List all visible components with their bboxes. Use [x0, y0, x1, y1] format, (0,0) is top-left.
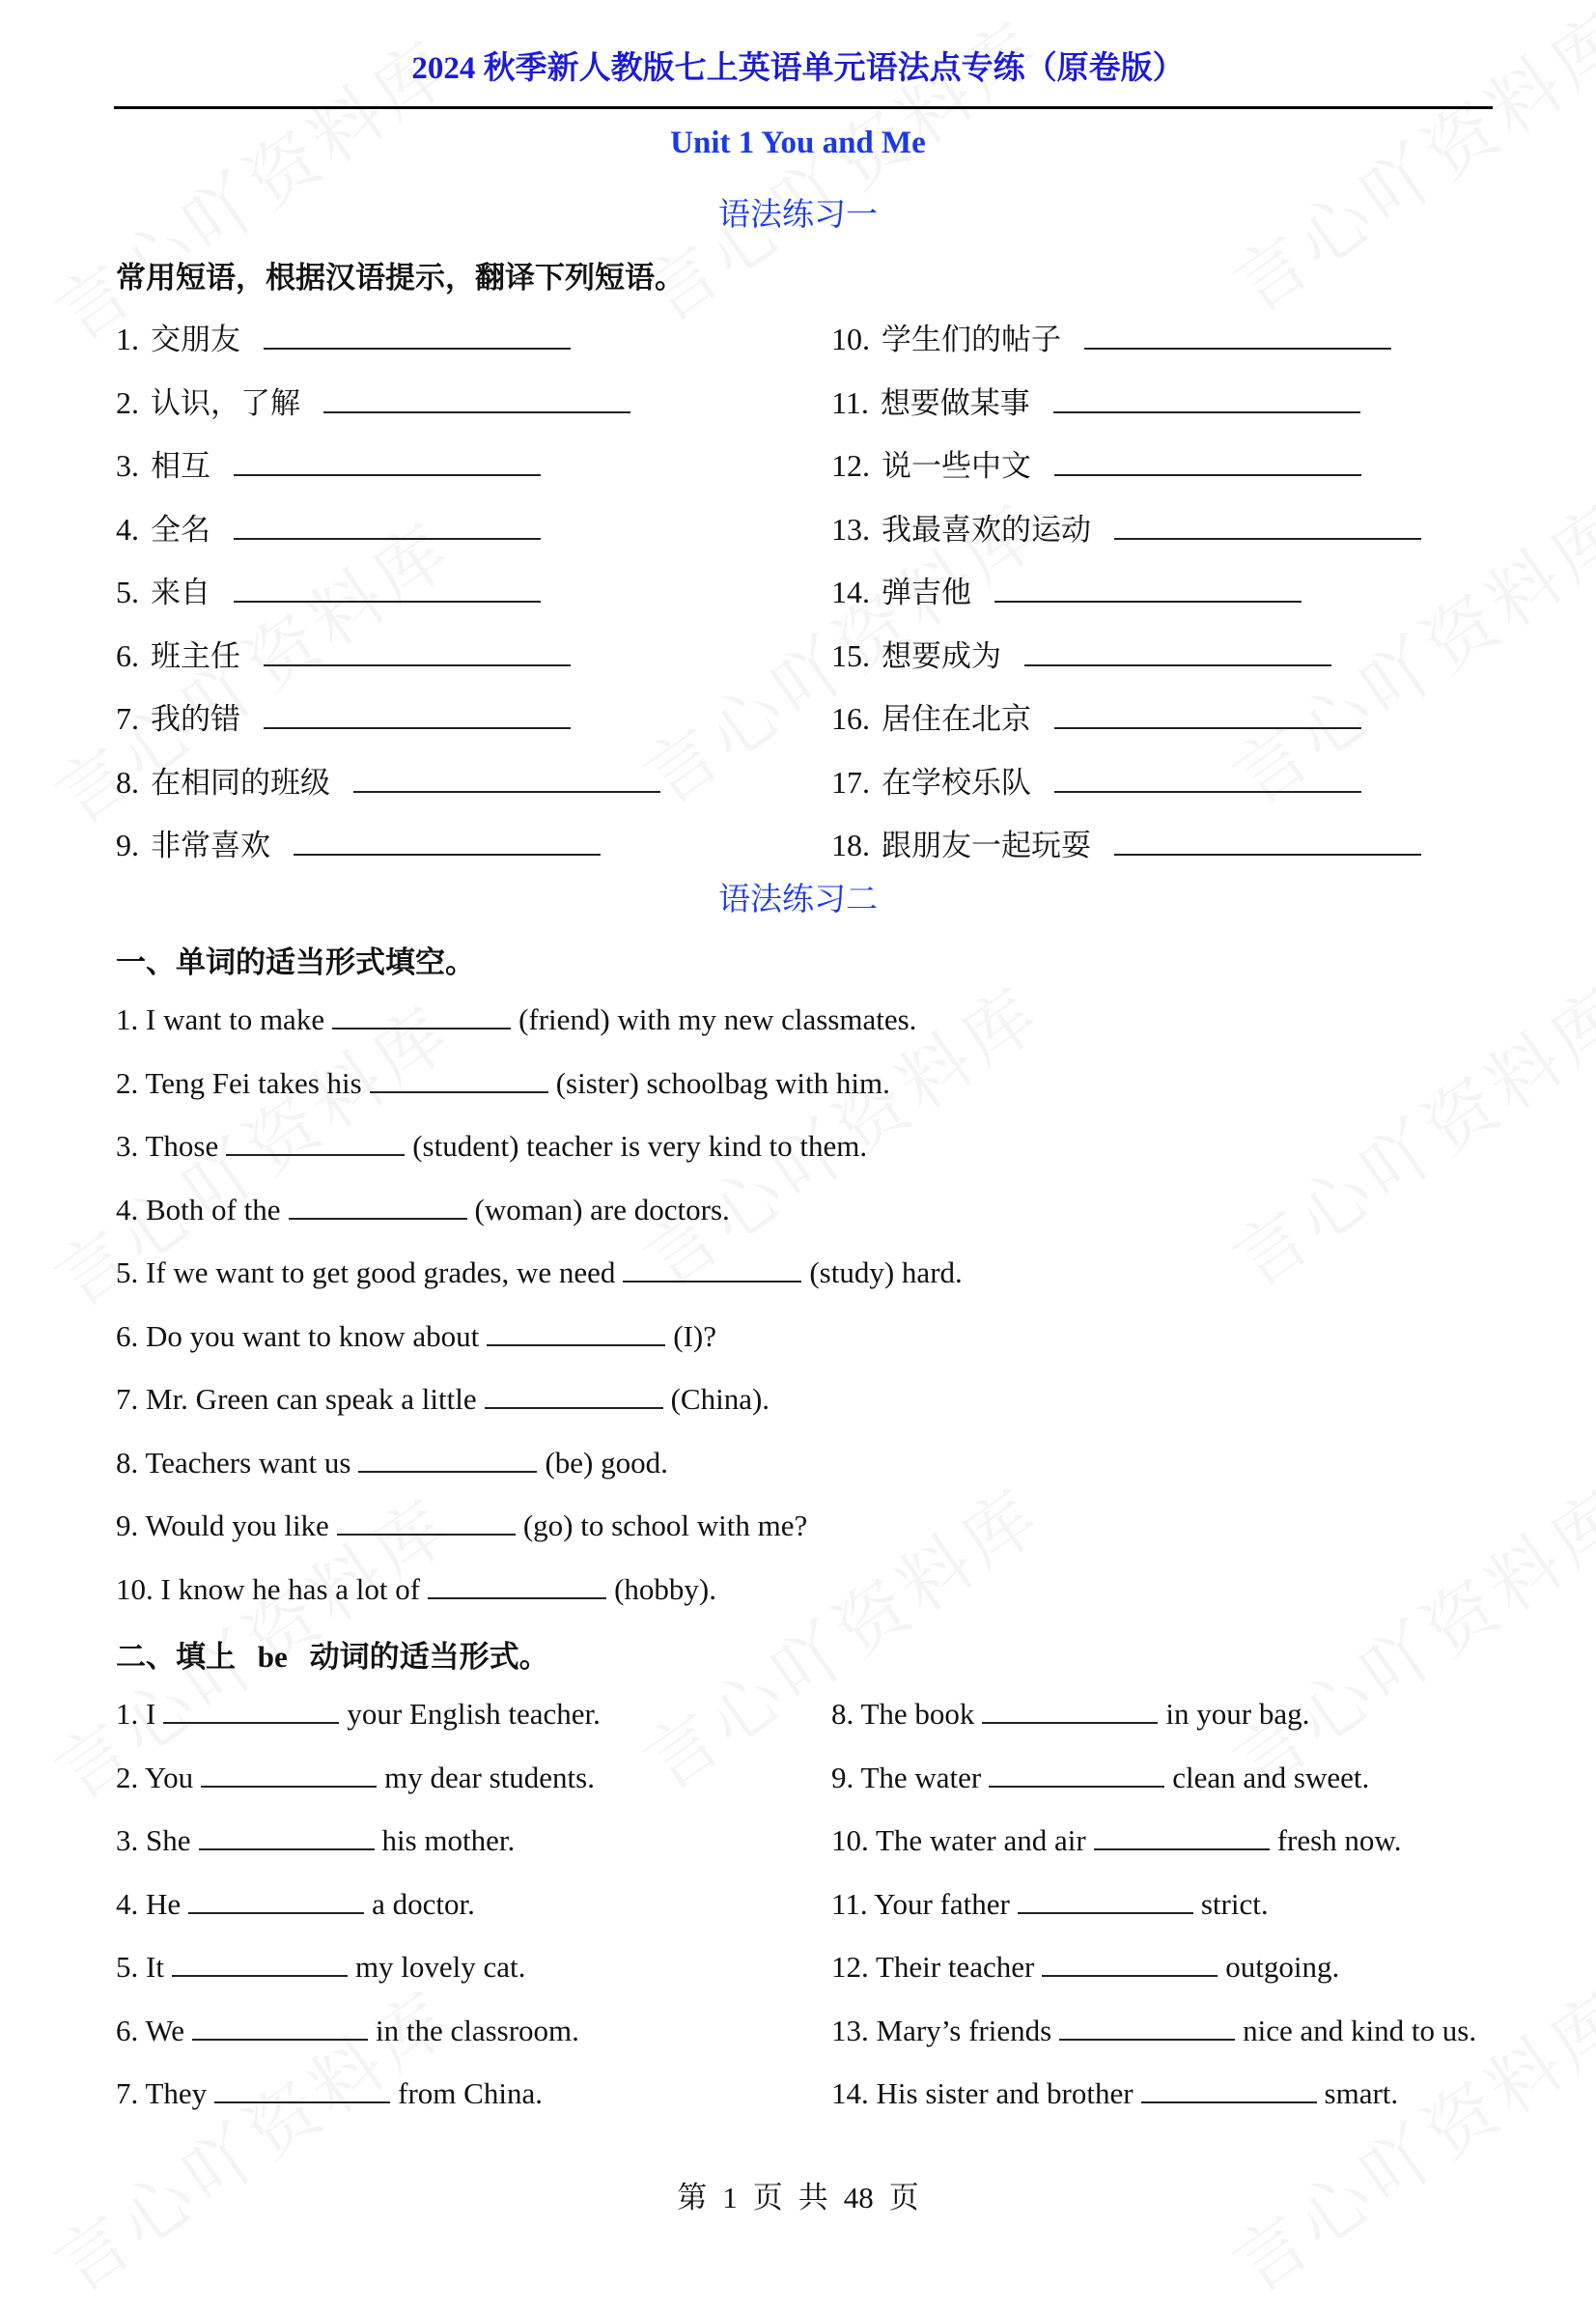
- sentence-after: (student) teacher is very kind to them.: [412, 1129, 868, 1163]
- footer-mid: 页: [752, 2181, 783, 2215]
- item-number: 2.: [116, 384, 139, 420]
- phrase-prompt: 说一些中文: [882, 449, 1031, 484]
- phrase-item: [831, 758, 1361, 802]
- sentence-item: [116, 1317, 716, 1354]
- sentence-item: [116, 2012, 579, 2048]
- sentence-item: [831, 2074, 1398, 2111]
- watermark: [1210, 958, 1596, 1308]
- sentence-after: your English teacher.: [347, 1697, 601, 1731]
- sentence-before: 5. If we want to get good grades, we need: [116, 1255, 616, 1289]
- sentence-item: [116, 1507, 807, 1543]
- sentence-before: 8. The book: [831, 1697, 975, 1731]
- answer-blank[interactable]: [353, 764, 660, 793]
- footer-total-pre: 共: [798, 2181, 828, 2215]
- answer-blank[interactable]: [1054, 447, 1361, 476]
- item-number: 9.: [116, 828, 139, 862]
- sentence-before: 3. She: [116, 1823, 191, 1857]
- answer-blank[interactable]: [337, 1507, 516, 1536]
- phrase-item: [116, 441, 541, 485]
- item-number: 12.: [831, 448, 870, 483]
- phrase-item: [831, 821, 1421, 864]
- sentence-after: outgoing.: [1225, 1950, 1340, 1984]
- sentence-before: 9. The water: [831, 1760, 982, 1794]
- sentence-item: [831, 1759, 1369, 1795]
- footer-post: 页: [888, 2181, 919, 2215]
- answer-blank[interactable]: [264, 637, 571, 666]
- answer-blank[interactable]: [214, 2074, 390, 2103]
- sentence-item: [116, 1064, 890, 1101]
- answer-blank[interactable]: [1141, 2074, 1317, 2103]
- sentence-item: [116, 1948, 525, 1985]
- sentence-after: fresh now.: [1276, 1823, 1402, 1857]
- sentence-item: [116, 1759, 595, 1795]
- answer-blank[interactable]: [264, 321, 571, 350]
- page-total: 48: [843, 2181, 874, 2214]
- sentence-before: 13. Mary’s friends: [831, 2013, 1052, 2047]
- item-number: 6.: [116, 637, 139, 673]
- sentence-after: (sister) schoolbag with him.: [555, 1065, 890, 1100]
- sentence-item: [831, 1885, 1269, 1922]
- sentence-after: (I)?: [673, 1318, 717, 1353]
- phrase-prompt: 交朋友: [151, 323, 240, 357]
- sentence-after: in the classroom.: [375, 2013, 579, 2047]
- answer-blank[interactable]: [192, 2012, 368, 2041]
- footer-pre: 第: [677, 2181, 708, 2215]
- sentence-after: (woman) are doctors.: [474, 1192, 730, 1226]
- sentence-after: strict.: [1200, 1886, 1269, 1921]
- sentence-before: 2. You: [116, 1760, 194, 1794]
- item-number: 8.: [116, 764, 139, 800]
- phrase-item: [831, 315, 1391, 358]
- phrase-prompt: 想要做某事: [880, 385, 1030, 421]
- sentence-after: my lovely cat.: [354, 1950, 526, 1984]
- item-number: 5.: [116, 575, 139, 609]
- sentence-before: 3. Those: [116, 1129, 219, 1163]
- item-number: 18.: [831, 828, 870, 862]
- answer-blank[interactable]: [199, 1821, 375, 1850]
- sentence-item: [116, 1885, 475, 1922]
- sentence-item: [116, 1821, 515, 1858]
- item-number: 15.: [831, 637, 870, 673]
- sentence-before: 6. Do you want to know about: [116, 1318, 480, 1353]
- phrase-prompt: 我最喜欢的运动: [882, 512, 1091, 548]
- answer-blank[interactable]: [485, 1380, 663, 1409]
- phrase-item: [831, 379, 1360, 422]
- answer-blank[interactable]: [1059, 2012, 1235, 2041]
- phrase-prompt: 在相同的班级: [151, 765, 330, 801]
- item-number: 14.: [831, 575, 870, 609]
- sentence-before: 7. Mr. Green can speak a little: [116, 1382, 477, 1416]
- sentence-before: 10. I know he has a lot of: [116, 1571, 421, 1606]
- sentence-after: nice and kind to us.: [1243, 2013, 1477, 2047]
- phrase-prompt: 相互: [151, 449, 210, 484]
- sentence-before: 2. Teng Fei takes his: [116, 1065, 362, 1100]
- sentence-item: [831, 1821, 1402, 1858]
- sentence-after: smart.: [1324, 2076, 1399, 2110]
- item-number: 13.: [831, 511, 870, 547]
- part1-heading: 一、单词的适当形式填空。: [116, 945, 475, 980]
- part2-heading-post: 动词的适当形式。: [309, 1640, 549, 1675]
- answer-blank[interactable]: [989, 1759, 1164, 1788]
- answer-blank[interactable]: [370, 1064, 548, 1093]
- section-title-practice-1: 语法练习一: [718, 195, 878, 233]
- phrase-item: [116, 568, 541, 611]
- sentence-before: 1. I: [116, 1697, 156, 1731]
- answer-blank[interactable]: [994, 574, 1302, 603]
- page-number: 1: [722, 2181, 738, 2214]
- answer-blank[interactable]: [1094, 1821, 1270, 1850]
- phrase-prompt: 认识，了解: [151, 385, 300, 421]
- document-title: 2024 秋季新人教版七上英语单元语法点专练（原卷版）: [411, 51, 1185, 86]
- answer-blank[interactable]: [234, 447, 541, 476]
- phrase-prompt: 来自: [151, 576, 210, 610]
- sentence-after: my dear students.: [384, 1760, 595, 1794]
- item-number: 7.: [116, 701, 139, 736]
- sentence-after: his mother.: [381, 1823, 516, 1857]
- phrase-prompt: 跟朋友一起玩耍: [882, 829, 1091, 863]
- item-number: 3.: [116, 448, 139, 483]
- answer-blank[interactable]: [323, 384, 630, 413]
- answer-blank[interactable]: [1018, 1885, 1193, 1914]
- answer-blank[interactable]: [1114, 511, 1421, 540]
- phrase-prompt: 我的错: [151, 702, 240, 737]
- phrase-item: [116, 632, 571, 675]
- answer-blank[interactable]: [982, 1695, 1158, 1724]
- part2-heading-pre: 二、填上: [116, 1640, 236, 1675]
- part2-heading: [116, 1632, 549, 1676]
- sentence-before: 8. Teachers want us: [116, 1445, 351, 1480]
- answer-blank[interactable]: [358, 1444, 537, 1473]
- sentence-before: 1. I want to make: [116, 1002, 325, 1036]
- instruction: 常用短语，根据汉语提示，翻译下列短语。: [116, 261, 685, 296]
- answer-blank[interactable]: [201, 1759, 377, 1788]
- sentence-item: [116, 1695, 601, 1732]
- phrase-item: [831, 505, 1421, 549]
- item-number: 11.: [831, 384, 869, 420]
- sentence-before: 12. Their teacher: [831, 1950, 1035, 1984]
- phrase-item: [831, 632, 1331, 675]
- answer-blank[interactable]: [1114, 827, 1421, 856]
- answer-blank[interactable]: [163, 1695, 339, 1724]
- sentence-item: [116, 1254, 963, 1290]
- phrase-item: [116, 694, 571, 738]
- answer-blank[interactable]: [487, 1317, 665, 1346]
- header-rule: [114, 106, 1493, 109]
- answer-blank[interactable]: [1042, 1948, 1218, 1977]
- answer-blank[interactable]: [226, 1127, 405, 1156]
- item-number: 17.: [831, 764, 870, 800]
- phrase-item: [116, 821, 601, 864]
- answer-blank[interactable]: [172, 1948, 348, 1977]
- phrase-prompt: 全名: [151, 512, 210, 548]
- phrase-item: [116, 379, 630, 422]
- sentence-item: [116, 1191, 730, 1227]
- phrase-prompt: 想要成为: [882, 638, 1001, 674]
- phrase-item: [116, 505, 541, 549]
- phrase-prompt: 非常喜欢: [151, 829, 270, 863]
- sentence-after: (friend) with my new classmates.: [518, 1002, 917, 1036]
- sentence-before: 6. We: [116, 2013, 184, 2047]
- answer-blank[interactable]: [234, 511, 541, 540]
- part2-heading-be: be: [257, 1640, 288, 1674]
- sentence-item: [116, 1380, 770, 1417]
- answer-blank[interactable]: [234, 574, 541, 603]
- sentence-before: 4. He: [116, 1886, 182, 1921]
- phrase-prompt: 班主任: [151, 638, 240, 674]
- answer-blank[interactable]: [1054, 700, 1361, 729]
- answer-blank[interactable]: [1024, 637, 1331, 666]
- phrase-prompt: 在学校乐队: [882, 765, 1031, 801]
- sentence-before: 9. Would you like: [116, 1508, 329, 1542]
- item-number: 4.: [116, 511, 139, 547]
- sentence-after: (study) hard.: [809, 1255, 963, 1289]
- answer-blank[interactable]: [289, 1191, 467, 1220]
- sentence-item: [831, 1948, 1339, 1985]
- phrase-item: [831, 694, 1361, 738]
- sentence-before: 7. They: [116, 2076, 208, 2110]
- answer-blank[interactable]: [1084, 321, 1391, 350]
- phrase-item: [831, 441, 1361, 485]
- sentence-item: [116, 1444, 668, 1480]
- sentence-after: (go) to school with me?: [522, 1508, 808, 1542]
- sentence-item: [831, 2012, 1476, 2048]
- phrase-item: [116, 315, 571, 358]
- sentence-item: [116, 1570, 716, 1607]
- answer-blank[interactable]: [332, 1001, 511, 1029]
- sentence-after: clean and sweet.: [1172, 1760, 1370, 1794]
- sentence-after: from China.: [398, 2076, 543, 2110]
- answer-blank[interactable]: [188, 1885, 364, 1914]
- sentence-before: 10. The water and air: [831, 1823, 1086, 1857]
- section-title-practice-2: 语法练习二: [718, 880, 878, 917]
- item-number: 1.: [116, 322, 139, 356]
- sentence-after: (be) good.: [545, 1445, 668, 1480]
- unit-title: Unit 1 You and Me: [670, 126, 926, 160]
- sentence-item: [116, 2074, 543, 2111]
- answer-blank[interactable]: [428, 1570, 606, 1599]
- sentence-before: 5. It: [116, 1950, 164, 1984]
- answer-blank[interactable]: [623, 1254, 801, 1283]
- sentence-before: 11. Your father: [831, 1886, 1010, 1921]
- item-number: 16.: [831, 701, 870, 736]
- answer-blank[interactable]: [294, 827, 601, 856]
- item-number: 10.: [831, 322, 870, 356]
- sentence-item: [116, 1001, 916, 1037]
- sentence-after: a doctor.: [372, 1886, 475, 1921]
- answer-blank[interactable]: [1054, 764, 1361, 793]
- answer-blank[interactable]: [1053, 384, 1360, 413]
- phrase-prompt: 学生们的帖子: [882, 323, 1061, 357]
- sentence-after: (China).: [670, 1382, 770, 1416]
- phrase-item: [116, 758, 660, 802]
- sentence-after: (hobby).: [614, 1571, 717, 1606]
- sentence-after: in your bag.: [1165, 1697, 1310, 1731]
- sentence-item: [831, 1695, 1309, 1732]
- phrase-item: [831, 568, 1302, 611]
- answer-blank[interactable]: [264, 700, 571, 729]
- sentence-before: 14. His sister and brother: [831, 2076, 1134, 2110]
- page-footer: [0, 2173, 1596, 2216]
- phrase-prompt: 居住在北京: [882, 702, 1031, 737]
- sentence-item: [116, 1127, 867, 1164]
- phrase-prompt: 弹吉他: [882, 576, 971, 610]
- sentence-before: 4. Both of the: [116, 1192, 281, 1226]
